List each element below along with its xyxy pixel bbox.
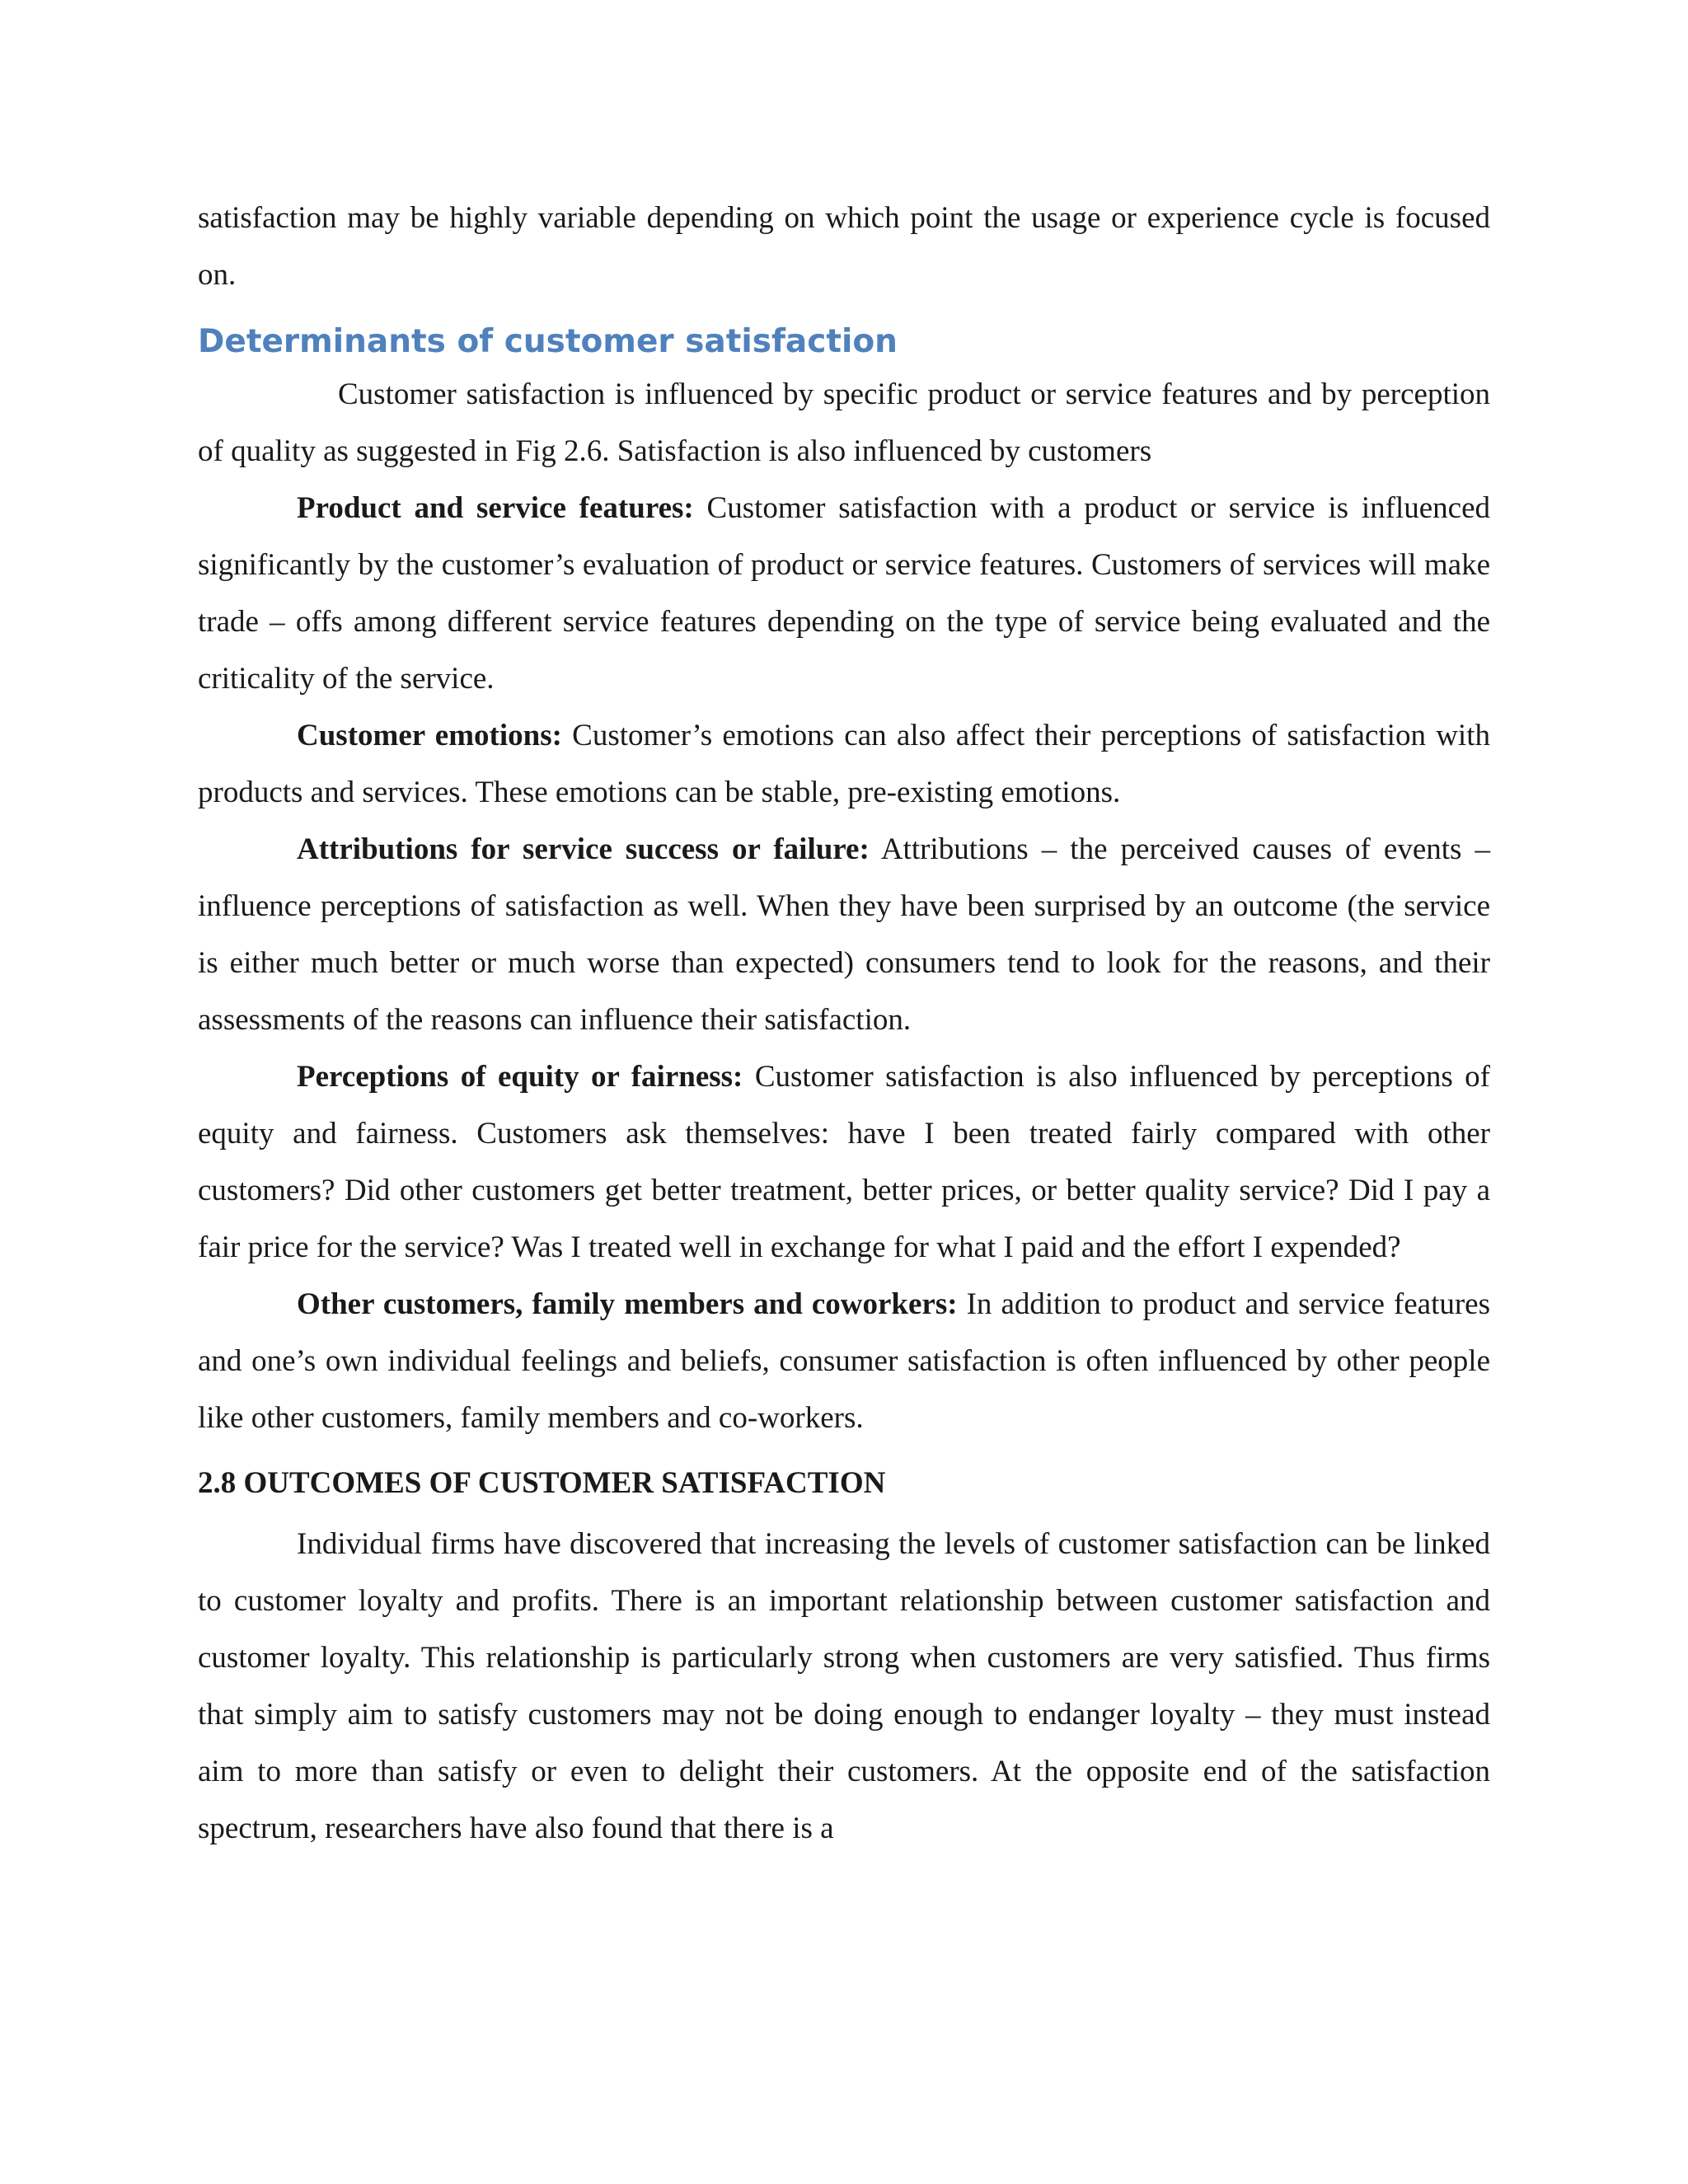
determinant-term: Attributions for service success or failure: xyxy=(297,832,870,866)
intro-paragraph: satisfaction may be highly variable depending on which point the usage or experience cycle is focused on. xyxy=(198,201,1490,292)
determinant-paragraph-attributions xyxy=(198,821,1490,1048)
determinant-term: Customer emotions: xyxy=(297,719,562,752)
outcomes-paragraph: Individual firms have discovered that increasing the levels of customer satisfaction can be linked to customer loyalty and profits. There is an important relationship between customer satisfaction and customer loyalty. This relationship is particularly strong when customers are very satisfied. Thus firms that simply aim to satisfy customers may not be doing enough to endanger loyalty – they must instead aim to more than satisfy or even to delight their customers. At the opposite end of the satisfaction spectrum, researchers have also found that there is a xyxy=(198,1527,1490,1845)
determinant-paragraph-customer-emotions xyxy=(198,707,1490,821)
outcomes-heading: 2.8 OUTCOMES OF CUSTOMER SATISFACTION xyxy=(198,1466,886,1500)
determinant-term: Perceptions of equity or fairness: xyxy=(297,1060,743,1094)
determinants-lead-paragraph: Customer satisfaction is influenced by specific product or service features and by perception of quality as suggested in Fig 2.6. Satisfaction is also influenced by customers xyxy=(198,377,1490,468)
determinant-paragraph-other-people xyxy=(198,1276,1490,1446)
determinant-term: Product and service features: xyxy=(297,491,694,525)
determinant-paragraph-product-features xyxy=(198,480,1490,707)
determinant-text: In addition to product and service features and one’s own individual feelings and beliefs, consumer satisfaction is often influenced by other people like other customers, family members and co-workers. xyxy=(198,1287,1490,1435)
determinants-heading: Determinants of customer satisfaction xyxy=(198,323,898,360)
determinant-term: Other customers, family members and coworkers: xyxy=(297,1287,958,1321)
determinant-text: Customer’s emotions can also affect their perceptions of satisfaction with products and services. These emotions can be stable, pre-existing emotions. xyxy=(198,719,1490,809)
determinant-text: Attributions – the perceived causes of events – influence perceptions of satisfaction as well. When they have been surprised by an outcome (the service is either much better or much worse than expected) consumers tend to look for the reasons, and their assessments of the reasons can influence their satisfaction. xyxy=(198,832,1491,1037)
determinant-paragraph-equity-fairness xyxy=(198,1048,1490,1276)
document-page xyxy=(198,190,1490,1857)
determinant-text: Customer satisfaction with a product or service is influenced significantly by the customer’s evaluation of product or service features. Customers of services will make trade – offs among different service features depending on the type of service being evaluated and the criticality of the service. xyxy=(198,491,1490,696)
determinant-text: Customer satisfaction is also influenced by perceptions of equity and fairness. Customers ask themselves: have I been treated fairly compared with other customers? Did other customers get better treatment, better prices, or better quality service? Did I pay a fair price for the service? Was I treated well in exchange for what I paid and the effort I expended? xyxy=(198,1060,1490,1264)
